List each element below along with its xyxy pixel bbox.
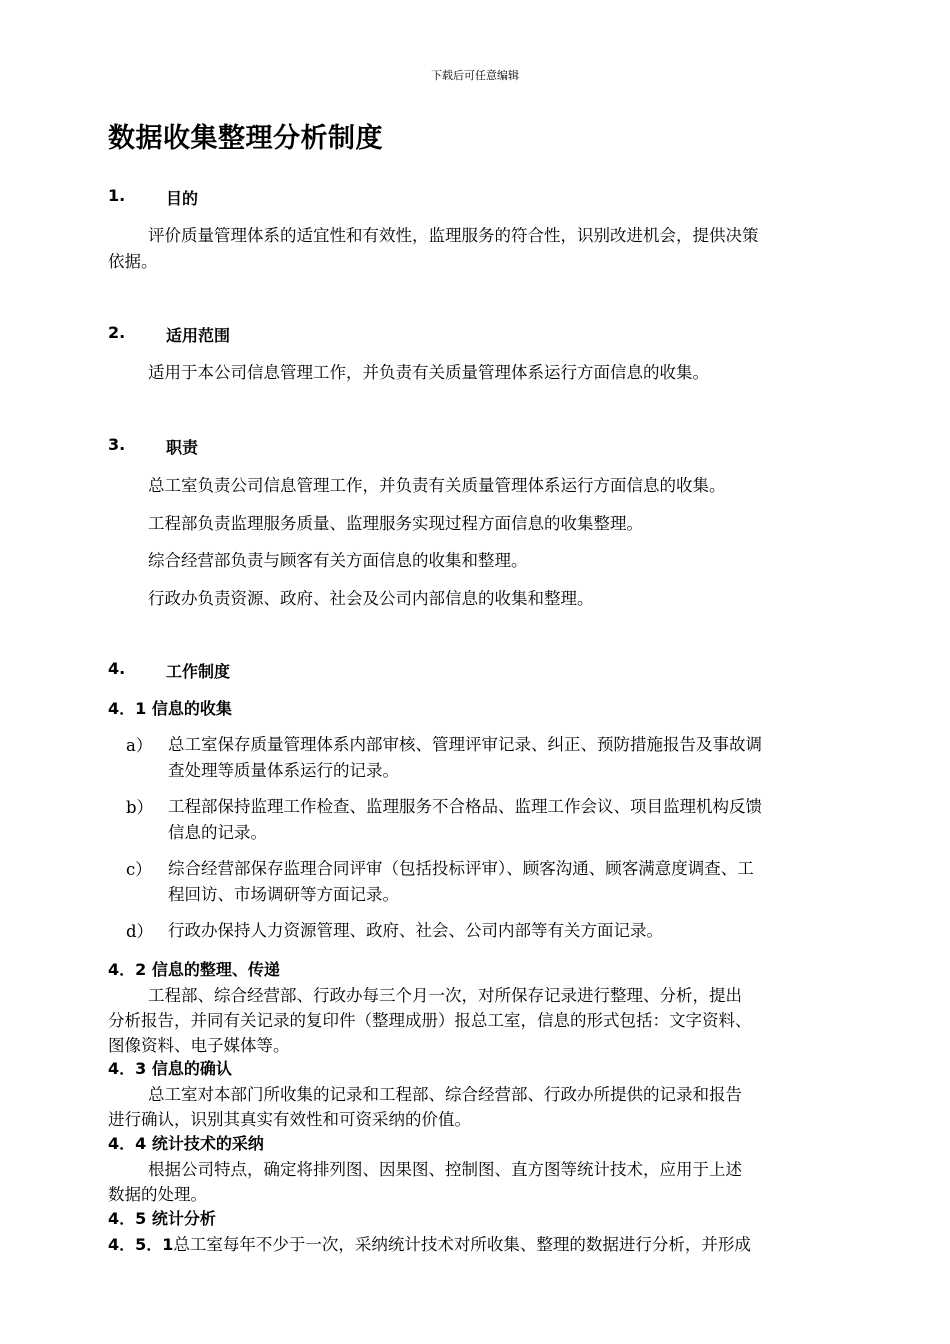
section-2-paragraph: 适用于本公司信息管理工作，并负责有关质量管理体系运行方面信息的收集。 [148,363,709,382]
list-item-text: 综合经营部保存监理合同评审（包括投标评审）、顾客沟通、顾客满意度调查、工 程回访、市场调研等方面记录。 [168,859,754,904]
subsection-4-3-heading: 4．3 信息的确认 [108,1059,232,1078]
paragraph-line: 图像资料、电子媒体等。 [108,1036,290,1055]
subsection-4-5-heading: 4．5 统计分析 [108,1209,216,1228]
subsection-4-4-heading: 4．4 统计技术的采纳 [108,1134,264,1153]
document-title: 数据收集整理分析制度 [108,123,383,154]
duty-line: 工程部负责监理服务质量、监理服务实现过程方面信息的收集整理。 [148,514,643,533]
list-item-text: 行政办保持人力资源管理、政府、社会、公司内部等有关方面记录。 [168,921,663,940]
list-item-label: c） [126,860,152,879]
duty-line: 总工室负责公司信息管理工作，并负责有关质量管理体系运行方面信息的收集。 [148,476,726,495]
section-number: 3. [108,435,126,454]
section-number: 2. [108,323,126,342]
paragraph-line: 进行确认，识别其真实有效性和可资采纳的价值。 [108,1110,471,1129]
paragraph-line: 根据公司特点，确定将排列图、因果图、控制图、直方图等统计技术，应用于上述 [148,1160,742,1179]
duty-line: 综合经营部负责与顾客有关方面信息的收集和整理。 [148,551,528,570]
section-title: 目的 [166,189,199,208]
list-item-label: d） [126,922,154,941]
subsection-4-2-heading: 4．2 信息的整理、传递 [108,960,280,979]
section-title: 职责 [166,438,199,457]
list-item-text: 总工室保存质量管理体系内部审核、管理评审记录、纠正、预防措施报告及事故调 查处理等质量体系运行的记录。 [168,735,762,780]
paragraph-line: 数据的处理。 [108,1185,207,1204]
list-item-label: a） [126,736,153,755]
section-title: 适用范围 [166,326,231,345]
paragraph-4-5-1 [108,1231,751,1255]
clause-text: 总工室每年不少于一次，采纳统计技术对所收集、整理的数据进行分析，并形成 [173,1235,751,1254]
section-number: 4. [108,659,126,678]
clause-number: 4．5．1 [108,1235,174,1254]
section-1-paragraph-line: 评价质量管理体系的适宜性和有效性，监理服务的符合性，识别改进机会，提供决策 [148,226,759,245]
page-header: 下载后可任意编辑 [431,69,519,82]
subsection-4-1-heading: 4．1 信息的收集 [108,699,232,718]
section-number: 1. [108,186,126,205]
paragraph-line: 总工室对本部门所收集的记录和工程部、综合经营部、行政办所提供的记录和报告 [148,1085,742,1104]
section-1-paragraph-line: 依据。 [108,252,158,271]
list-item-text: 工程部保持监理工作检查、监理服务不合格品、监理工作会议、项目监理机构反馈 信息的记录。 [168,797,762,842]
paragraph-line: 分析报告，并同有关记录的复印件（整理成册）报总工室，信息的形式包括：文字资料、 [108,1011,752,1030]
section-title: 工作制度 [166,662,231,681]
duty-line: 行政办负责资源、政府、社会及公司内部信息的收集和整理。 [148,589,594,608]
list-item-label: b） [126,798,154,817]
paragraph-line: 工程部、综合经营部、行政办每三个月一次，对所保存记录进行整理、分析，提出 [148,986,742,1005]
